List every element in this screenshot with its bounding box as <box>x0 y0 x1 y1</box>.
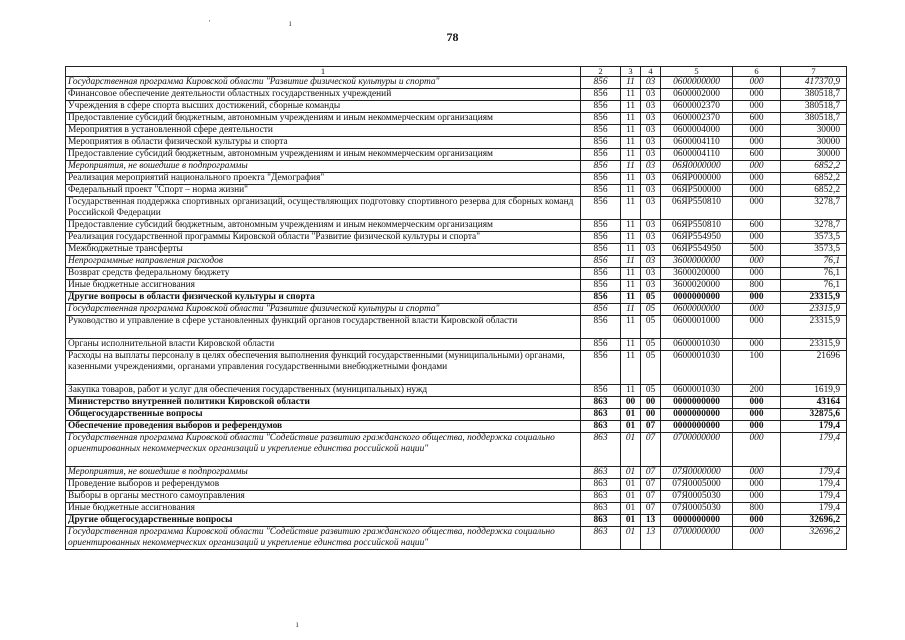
target-article-code: 0600001030 <box>661 385 733 397</box>
column-number: 7 <box>781 67 847 77</box>
section-code: 01 <box>621 515 641 527</box>
ministry-code: 856 <box>581 173 621 185</box>
expense-type-code: 000 <box>733 137 781 149</box>
section-code: 11 <box>621 339 641 351</box>
section-code: 11 <box>621 244 641 256</box>
amount: 179,4 <box>781 421 847 433</box>
subsection-code: 00 <box>641 409 661 421</box>
subsection-code: 03 <box>641 280 661 292</box>
column-number: 5 <box>661 67 733 77</box>
expense-type-code: 000 <box>733 89 781 101</box>
row-name: Мероприятия в области физической культуры и спорта <box>66 137 581 149</box>
column-number: 3 <box>621 67 641 77</box>
expense-type-code: 000 <box>733 421 781 433</box>
table-row <box>66 101 847 113</box>
section-code: 01 <box>621 479 641 491</box>
row-name: Обеспечение проведения выборов и референдумов <box>66 421 581 433</box>
table-row <box>66 137 847 149</box>
page-number: 78 <box>446 30 459 44</box>
expense-type-code: 000 <box>733 185 781 197</box>
ministry-code: 863 <box>581 467 621 479</box>
amount: 76,1 <box>781 256 847 268</box>
ministry-code: 856 <box>581 149 621 161</box>
target-article-code: 0000000000 <box>661 292 733 304</box>
expense-type-code: 000 <box>733 232 781 244</box>
table-row <box>66 125 847 137</box>
table-row <box>66 77 847 89</box>
scan-mark: ı <box>296 619 299 629</box>
row-name: Другие общегосударственные вопросы <box>66 515 581 527</box>
section-code: 11 <box>621 113 641 125</box>
row-name: Государственная программа Кировской области "Развитие физической культуры и спорта" <box>66 304 581 316</box>
row-name: Финансовое обеспечение деятельности областных государственных учреждений <box>66 89 581 101</box>
ministry-code: 863 <box>581 503 621 515</box>
row-name: Мероприятия, не вошедшие в подпрограммы <box>66 161 581 173</box>
amount: 32696,2 <box>781 527 847 550</box>
amount: 30000 <box>781 125 847 137</box>
expense-type-code: 000 <box>733 433 781 467</box>
section-code: 11 <box>621 173 641 185</box>
expense-type-code: 000 <box>733 197 781 220</box>
table-row <box>66 503 847 515</box>
row-name: Иные бюджетные ассигнования <box>66 280 581 292</box>
ministry-code: 863 <box>581 397 621 409</box>
table-row <box>66 397 847 409</box>
ministry-code: 856 <box>581 316 621 339</box>
column-number: 2 <box>581 67 621 77</box>
subsection-code: 05 <box>641 339 661 351</box>
scan-mark: ı <box>289 18 292 28</box>
ministry-code: 863 <box>581 491 621 503</box>
target-article-code: 0600001030 <box>661 351 733 385</box>
section-code: 01 <box>621 421 641 433</box>
column-number: 4 <box>641 67 661 77</box>
expense-type-code: 000 <box>733 409 781 421</box>
table-row <box>66 185 847 197</box>
expense-type-code: 200 <box>733 385 781 397</box>
amount: 43164 <box>781 397 847 409</box>
amount: 23315,9 <box>781 292 847 304</box>
section-code: 11 <box>621 125 641 137</box>
row-name: Руководство и управление в сфере установленных функций органов государственной власти Кировской области <box>66 316 581 339</box>
subsection-code: 03 <box>641 232 661 244</box>
subsection-code: 05 <box>641 292 661 304</box>
target-article-code: 0600002370 <box>661 101 733 113</box>
subsection-code: 05 <box>641 351 661 385</box>
subsection-code: 05 <box>641 304 661 316</box>
row-name: Выборы в органы местного самоуправления <box>66 491 581 503</box>
row-name: Предоставление субсидий бюджетным, автономным учреждениям и иным некоммерческим организациям <box>66 113 581 125</box>
section-code: 11 <box>621 77 641 89</box>
subsection-code: 03 <box>641 185 661 197</box>
section-code: 01 <box>621 433 641 467</box>
target-article-code: 3600020000 <box>661 268 733 280</box>
row-name: Федеральный проект "Спорт – норма жизни" <box>66 185 581 197</box>
section-code: 11 <box>621 185 641 197</box>
section-code: 11 <box>621 137 641 149</box>
row-name: Государственная программа Кировской области "Содействие развитию гражданского общества, поддержка социально ориентированных некоммерческих организаций и укрепление единства российской нации" <box>66 433 581 467</box>
table-row <box>66 385 847 397</box>
ministry-code: 863 <box>581 515 621 527</box>
row-name: Предоставление субсидий бюджетным, автономным учреждениям и иным некоммерческим организациям <box>66 220 581 232</box>
amount: 380518,7 <box>781 101 847 113</box>
row-name: Проведение выборов и референдумов <box>66 479 581 491</box>
subsection-code: 03 <box>641 137 661 149</box>
row-name: Межбюджетные трансферты <box>66 244 581 256</box>
ministry-code: 856 <box>581 232 621 244</box>
section-code: 11 <box>621 220 641 232</box>
row-name: Мероприятия в установленной сфере деятельности <box>66 125 581 137</box>
section-code: 11 <box>621 101 641 113</box>
section-code: 01 <box>621 491 641 503</box>
subsection-code: 07 <box>641 421 661 433</box>
row-name: Министерство внутренней политики Кировской области <box>66 397 581 409</box>
amount: 32696,2 <box>781 515 847 527</box>
section-code: 11 <box>621 149 641 161</box>
row-name: Органы исполнительной власти Кировской области <box>66 339 581 351</box>
expense-type-code: 000 <box>733 515 781 527</box>
subsection-code: 03 <box>641 89 661 101</box>
table-row <box>66 197 847 220</box>
subsection-code: 03 <box>641 161 661 173</box>
subsection-code: 03 <box>641 113 661 125</box>
section-code: 01 <box>621 409 641 421</box>
expense-type-code: 800 <box>733 503 781 515</box>
row-name: Возврат средств федеральному бюджету <box>66 268 581 280</box>
target-article-code: 06ЯР554950 <box>661 232 733 244</box>
expense-type-code: 000 <box>733 316 781 339</box>
subsection-code: 07 <box>641 503 661 515</box>
target-article-code: 06Я0000000 <box>661 161 733 173</box>
amount: 6852,2 <box>781 161 847 173</box>
row-name: Государственная программа Кировской области "Развитие физической культуры и спорта" <box>66 77 581 89</box>
amount: 30000 <box>781 149 847 161</box>
table-row <box>66 149 847 161</box>
expense-type-code: 000 <box>733 161 781 173</box>
target-article-code: 0600001000 <box>661 316 733 339</box>
row-name: Мероприятия, не вошедшие в подпрограммы <box>66 467 581 479</box>
ministry-code: 856 <box>581 77 621 89</box>
target-article-code: 0600004110 <box>661 137 733 149</box>
table-row <box>66 316 847 339</box>
target-article-code: 0000000000 <box>661 397 733 409</box>
subsection-code: 07 <box>641 467 661 479</box>
expense-type-code: 000 <box>733 268 781 280</box>
amount: 3278,7 <box>781 220 847 232</box>
amount: 3573,5 <box>781 244 847 256</box>
row-name: Государственная поддержка спортивных организаций, осуществляющих подготовку спортивного резерва для сборных команд Российской Федерации <box>66 197 581 220</box>
subsection-code: 03 <box>641 256 661 268</box>
table-row <box>66 491 847 503</box>
column-number: 6 <box>733 67 781 77</box>
ministry-code: 856 <box>581 137 621 149</box>
expense-type-code: 000 <box>733 125 781 137</box>
subsection-code: 13 <box>641 527 661 550</box>
expense-type-code: 600 <box>733 220 781 232</box>
table-row <box>66 113 847 125</box>
amount: 1619,9 <box>781 385 847 397</box>
table-row <box>66 409 847 421</box>
target-article-code: 0600001030 <box>661 339 733 351</box>
table-row <box>66 268 847 280</box>
subsection-code: 07 <box>641 433 661 467</box>
expense-type-code: 000 <box>733 339 781 351</box>
table-row <box>66 173 847 185</box>
target-article-code: 0600002000 <box>661 89 733 101</box>
table-row <box>66 161 847 173</box>
section-code: 11 <box>621 385 641 397</box>
ministry-code: 856 <box>581 385 621 397</box>
table-row <box>66 515 847 527</box>
ministry-code: 856 <box>581 197 621 220</box>
table-row <box>66 351 847 385</box>
table-row <box>66 220 847 232</box>
amount: 23315,9 <box>781 339 847 351</box>
amount: 380518,7 <box>781 113 847 125</box>
row-name: Реализация мероприятий национального проекта "Демография" <box>66 173 581 185</box>
amount: 21696 <box>781 351 847 385</box>
ministry-code: 856 <box>581 256 621 268</box>
target-article-code: 0000000000 <box>661 515 733 527</box>
expense-type-code: 600 <box>733 149 781 161</box>
ministry-code: 856 <box>581 351 621 385</box>
amount: 3278,7 <box>781 197 847 220</box>
target-article-code: 06ЯР550810 <box>661 197 733 220</box>
section-code: 11 <box>621 197 641 220</box>
amount: 6852,2 <box>781 185 847 197</box>
amount: 76,1 <box>781 280 847 292</box>
expense-type-code: 000 <box>733 527 781 550</box>
section-code: 00 <box>621 397 641 409</box>
table-row <box>66 339 847 351</box>
subsection-code: 05 <box>641 316 661 339</box>
ministry-code: 856 <box>581 268 621 280</box>
ministry-code: 863 <box>581 479 621 491</box>
amount: 23315,9 <box>781 316 847 339</box>
row-name: Непрограммные направления расходов <box>66 256 581 268</box>
amount: 380518,7 <box>781 89 847 101</box>
row-name: Государственная программа Кировской области "Содействие развитию гражданского общества, поддержка социально ориентированных некоммерческих организаций и укрепление единства российской нации" <box>66 527 581 550</box>
expense-type-code: 000 <box>733 467 781 479</box>
column-number: 1 <box>66 67 581 77</box>
subsection-code: 07 <box>641 479 661 491</box>
subsection-code: 03 <box>641 268 661 280</box>
section-code: 11 <box>621 351 641 385</box>
ministry-code: 863 <box>581 527 621 550</box>
ministry-code: 856 <box>581 280 621 292</box>
amount: 23315,9 <box>781 304 847 316</box>
amount: 3573,5 <box>781 232 847 244</box>
subsection-code: 03 <box>641 220 661 232</box>
ministry-code: 856 <box>581 161 621 173</box>
amount: 179,4 <box>781 433 847 467</box>
table-row <box>66 479 847 491</box>
target-article-code: 07Я0000000 <box>661 467 733 479</box>
ministry-code: 856 <box>581 101 621 113</box>
amount: 179,4 <box>781 467 847 479</box>
row-name: Закупка товаров, работ и услуг для обеспечения государственных (муниципальных) нужд <box>66 385 581 397</box>
target-article-code: 06ЯР500000 <box>661 185 733 197</box>
expense-type-code: 000 <box>733 173 781 185</box>
row-name: Общегосударственные вопросы <box>66 409 581 421</box>
amount: 179,4 <box>781 479 847 491</box>
amount: 76,1 <box>781 268 847 280</box>
ministry-code: 863 <box>581 421 621 433</box>
row-name: Предоставление субсидий бюджетным, автономным учреждениям и иным некоммерческим организациям <box>66 149 581 161</box>
expense-type-code: 000 <box>733 292 781 304</box>
ministry-code: 863 <box>581 433 621 467</box>
expense-type-code: 600 <box>733 113 781 125</box>
subsection-code: 03 <box>641 101 661 113</box>
target-article-code: 0000000000 <box>661 421 733 433</box>
section-code: 11 <box>621 304 641 316</box>
table-row <box>66 89 847 101</box>
target-article-code: 0700000000 <box>661 433 733 467</box>
section-code: 11 <box>621 316 641 339</box>
table-row <box>66 256 847 268</box>
table-row <box>66 280 847 292</box>
ministry-code: 856 <box>581 292 621 304</box>
subsection-code: 03 <box>641 77 661 89</box>
target-article-code: 3600000000 <box>661 256 733 268</box>
target-article-code: 0600002370 <box>661 113 733 125</box>
subsection-code: 00 <box>641 397 661 409</box>
subsection-code: 05 <box>641 385 661 397</box>
column-number-row <box>66 67 847 77</box>
target-article-code: 07Я0005000 <box>661 479 733 491</box>
ministry-code: 856 <box>581 304 621 316</box>
amount: 417370,9 <box>781 77 847 89</box>
row-name: Другие вопросы в области физической культуры и спорта <box>66 292 581 304</box>
budget-table <box>65 66 847 550</box>
section-code: 01 <box>621 503 641 515</box>
table-row <box>66 527 847 550</box>
table-row <box>66 421 847 433</box>
expense-type-code: 000 <box>733 304 781 316</box>
target-article-code: 0000000000 <box>661 409 733 421</box>
target-article-code: 07Я0005030 <box>661 491 733 503</box>
target-article-code: 3600020000 <box>661 280 733 292</box>
target-article-code: 0600000000 <box>661 77 733 89</box>
expense-type-code: 000 <box>733 397 781 409</box>
expense-type-code: 000 <box>733 77 781 89</box>
subsection-code: 07 <box>641 491 661 503</box>
section-code: 01 <box>621 467 641 479</box>
target-article-code: 06ЯР554950 <box>661 244 733 256</box>
table-row <box>66 232 847 244</box>
table-row <box>66 467 847 479</box>
target-article-code: 06ЯР000000 <box>661 173 733 185</box>
target-article-code: 0600000000 <box>661 304 733 316</box>
ministry-code: 856 <box>581 89 621 101</box>
row-name: Реализация государственной программы Кировской области "Развитие физической культуры и спорта" <box>66 232 581 244</box>
subsection-code: 03 <box>641 125 661 137</box>
section-code: 11 <box>621 292 641 304</box>
table-row <box>66 304 847 316</box>
subsection-code: 03 <box>641 173 661 185</box>
target-article-code: 06ЯР550810 <box>661 220 733 232</box>
table-row <box>66 292 847 304</box>
row-name: Учреждения в сфере спорта высших достижений, сборные команды <box>66 101 581 113</box>
table-row <box>66 244 847 256</box>
ministry-code: 856 <box>581 185 621 197</box>
target-article-code: 0600004000 <box>661 125 733 137</box>
expense-type-code: 000 <box>733 256 781 268</box>
table-row <box>66 433 847 467</box>
section-code: 11 <box>621 268 641 280</box>
target-article-code: 0700000000 <box>661 527 733 550</box>
expense-type-code: 100 <box>733 351 781 385</box>
subsection-code: 03 <box>641 149 661 161</box>
expense-type-code: 000 <box>733 491 781 503</box>
scan-mark: · <box>208 16 211 26</box>
amount: 6852,2 <box>781 173 847 185</box>
amount: 179,4 <box>781 491 847 503</box>
section-code: 11 <box>621 232 641 244</box>
expense-type-code: 000 <box>733 479 781 491</box>
expense-type-code: 500 <box>733 244 781 256</box>
ministry-code: 856 <box>581 244 621 256</box>
target-article-code: 0600004110 <box>661 149 733 161</box>
subsection-code: 03 <box>641 244 661 256</box>
row-name: Расходы на выплаты персоналу в целях обеспечения выполнения функций государственными (муниципальными) органами, казенными учреждениями, органами управления государственными внебюджетными фондами <box>66 351 581 385</box>
row-name: Иные бюджетные ассигнования <box>66 503 581 515</box>
section-code: 01 <box>621 527 641 550</box>
section-code: 11 <box>621 256 641 268</box>
ministry-code: 856 <box>581 125 621 137</box>
expense-type-code: 800 <box>733 280 781 292</box>
expense-type-code: 000 <box>733 101 781 113</box>
ministry-code: 856 <box>581 339 621 351</box>
subsection-code: 03 <box>641 197 661 220</box>
ministry-code: 863 <box>581 409 621 421</box>
amount: 30000 <box>781 137 847 149</box>
amount: 179,4 <box>781 503 847 515</box>
subsection-code: 13 <box>641 515 661 527</box>
amount: 32875,6 <box>781 409 847 421</box>
target-article-code: 07Я0005030 <box>661 503 733 515</box>
section-code: 11 <box>621 280 641 292</box>
ministry-code: 856 <box>581 113 621 125</box>
ministry-code: 856 <box>581 220 621 232</box>
section-code: 11 <box>621 161 641 173</box>
section-code: 11 <box>621 89 641 101</box>
